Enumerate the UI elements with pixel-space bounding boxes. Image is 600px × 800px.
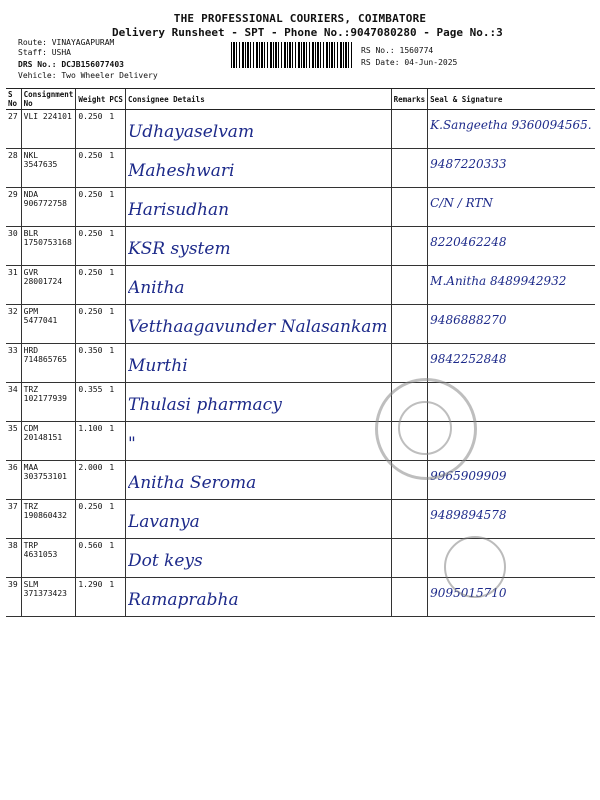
cell-weight-text: 0.250 xyxy=(78,307,103,316)
cell-remarks xyxy=(391,110,428,149)
cell-consignee xyxy=(125,344,391,383)
cell-consignment-no xyxy=(21,188,76,227)
table-row xyxy=(6,266,595,305)
cell-consignment-no-text: TRZ 190860432 xyxy=(23,502,67,520)
cell-sno xyxy=(6,578,21,617)
cell-pcs-text: 1 xyxy=(109,229,115,238)
cell-consignee xyxy=(125,110,391,149)
cell-weight xyxy=(76,422,108,461)
cell-consignment-no xyxy=(21,461,76,500)
table-row xyxy=(6,188,595,227)
cell-sno xyxy=(6,383,21,422)
cell-consignee xyxy=(125,188,391,227)
cell-signature-text: M.Anitha 8489942932 xyxy=(430,274,567,288)
drs-label: DRS No.: DCJB156077403 xyxy=(18,60,124,69)
cell-consignee xyxy=(125,539,391,578)
table-row xyxy=(6,461,595,500)
cell-pcs xyxy=(107,422,125,461)
table-row xyxy=(6,227,595,266)
cell-consignee xyxy=(125,461,391,500)
document-subtitle: Delivery Runsheet - SPT - Phone No.:9047080280 - Page No.:3 xyxy=(112,26,503,39)
cell-consignee xyxy=(125,500,391,539)
cell-signature xyxy=(428,344,595,383)
cell-pcs xyxy=(107,110,125,149)
cell-consignment-no xyxy=(21,110,76,149)
cell-signature xyxy=(428,500,595,539)
rs-number: RS No.: 1560774 xyxy=(361,46,434,55)
cell-pcs-text: 1 xyxy=(109,346,115,355)
table-row xyxy=(6,422,595,461)
cell-consignment-no-text: HRD 714865765 xyxy=(23,346,67,364)
cell-consignee-text: Ramaprabha xyxy=(127,590,239,610)
cell-consignment-no xyxy=(21,578,76,617)
cell-consignee xyxy=(125,422,391,461)
cell-consignee-text: Harisudhan xyxy=(127,200,230,220)
runsheet-table xyxy=(6,88,595,617)
cell-weight-text: 0.250 xyxy=(78,112,103,121)
cell-weight xyxy=(76,266,108,305)
cell-sno xyxy=(6,344,21,383)
table-row xyxy=(6,500,595,539)
cell-weight xyxy=(76,500,108,539)
cell-pcs-text: 1 xyxy=(109,190,115,199)
cell-pcs xyxy=(107,578,125,617)
cell-signature xyxy=(428,266,595,305)
cell-signature xyxy=(428,110,595,149)
cell-remarks xyxy=(391,188,428,227)
cell-signature-text: 9486888270 xyxy=(430,313,507,327)
cell-weight-text: 0.355 xyxy=(78,385,103,394)
table-row xyxy=(6,305,595,344)
cell-consignee xyxy=(125,227,391,266)
cell-weight xyxy=(76,305,108,344)
cell-sno-text: 32 xyxy=(8,307,18,316)
cell-consignment-no-text: GVR 28001724 xyxy=(23,268,63,286)
cell-pcs xyxy=(107,383,125,422)
cell-pcs-text: 1 xyxy=(109,385,115,394)
col-consignee: Consignee Details xyxy=(125,89,391,110)
cell-weight xyxy=(76,539,108,578)
table-header-row xyxy=(6,89,595,110)
cell-weight-text: 0.350 xyxy=(78,346,103,355)
cell-sno xyxy=(6,110,21,149)
cell-weight-text: 0.250 xyxy=(78,151,103,160)
cell-weight-text: 1.290 xyxy=(78,580,103,589)
cell-weight xyxy=(76,227,108,266)
cell-signature-text: 8220462248 xyxy=(430,235,507,249)
cell-sno xyxy=(6,227,21,266)
cell-signature xyxy=(428,227,595,266)
cell-remarks xyxy=(391,539,428,578)
cell-consignee-text: Udhayaselvam xyxy=(127,122,255,142)
cell-sno-text: 28 xyxy=(8,151,18,160)
cell-weight-text: 0.250 xyxy=(78,190,103,199)
cell-consignee-text: Maheshwari xyxy=(127,161,235,181)
cell-sno xyxy=(6,539,21,578)
seal-stamp xyxy=(375,378,477,480)
cell-sno-text: 27 xyxy=(8,112,18,121)
cell-sno xyxy=(6,461,21,500)
cell-consignee-text: Murthi xyxy=(127,356,188,376)
cell-consignment-no-text: TRP 4631053 xyxy=(23,541,58,559)
cell-weight xyxy=(76,461,108,500)
cell-pcs-text: 1 xyxy=(109,268,115,277)
rs-date: RS Date: 04-Jun-2025 xyxy=(361,58,458,67)
cell-consignment-no xyxy=(21,383,76,422)
cell-consignee-text: Lavanya xyxy=(127,512,200,532)
cell-pcs xyxy=(107,461,125,500)
cell-sno-text: 37 xyxy=(8,502,18,511)
cell-consignee xyxy=(125,383,391,422)
cell-pcs xyxy=(107,227,125,266)
cell-pcs xyxy=(107,149,125,188)
cell-weight-text: 0.560 xyxy=(78,541,103,550)
cell-weight xyxy=(76,149,108,188)
cell-pcs-text: 1 xyxy=(109,112,115,121)
cell-consignment-no xyxy=(21,539,76,578)
cell-pcs xyxy=(107,500,125,539)
cell-remarks xyxy=(391,305,428,344)
cell-remarks xyxy=(391,578,428,617)
cell-signature-text: 9095015710 xyxy=(430,586,507,600)
cell-sno-text: 35 xyxy=(8,424,18,433)
cell-pcs-text: 1 xyxy=(109,463,115,472)
cell-weight xyxy=(76,344,108,383)
cell-consignee xyxy=(125,266,391,305)
cell-pcs-text: 1 xyxy=(109,580,115,589)
cell-pcs-text: 1 xyxy=(109,541,115,550)
cell-sno-text: 34 xyxy=(8,385,18,394)
cell-sno xyxy=(6,305,21,344)
cell-consignment-no xyxy=(21,266,76,305)
cell-consignment-no-text: BLR 1750753168 xyxy=(23,229,72,247)
col-weight: Weight xyxy=(76,89,108,110)
col-pcs: PCS xyxy=(107,89,125,110)
cell-signature-text: 9487220333 xyxy=(430,157,507,171)
table-row xyxy=(6,539,595,578)
cell-pcs-text: 1 xyxy=(109,151,115,160)
cell-sno xyxy=(6,422,21,461)
cell-consignee-text: Dot keys xyxy=(127,551,203,571)
cell-consignment-no-text: NKL 3547635 xyxy=(23,151,58,169)
cell-signature-text: 9842252848 xyxy=(430,352,507,366)
cell-consignment-no-text: SLM 371373423 xyxy=(23,580,67,598)
cell-consignment-no xyxy=(21,500,76,539)
route-label: Route: VINAYAGAPURAM xyxy=(18,38,115,47)
cell-remarks xyxy=(391,227,428,266)
cell-pcs-text: 1 xyxy=(109,502,115,511)
cell-remarks xyxy=(391,149,428,188)
cell-weight xyxy=(76,188,108,227)
table-row xyxy=(6,149,595,188)
vehicle-label: Vehicle: Two Wheeler Delivery xyxy=(18,71,158,80)
cell-signature xyxy=(428,149,595,188)
cell-sno-text: 30 xyxy=(8,229,18,238)
cell-pcs-text: 1 xyxy=(109,424,115,433)
cell-consignment-no-text: VLI 224101 xyxy=(23,112,72,121)
cell-sno xyxy=(6,149,21,188)
cell-pcs xyxy=(107,305,125,344)
cell-signature-text: K.Sangeetha 9360094565. xyxy=(430,118,592,132)
cell-consignment-no-text: GPM 5477041 xyxy=(23,307,58,325)
seal-stamp-inner xyxy=(398,401,452,455)
cell-consignee xyxy=(125,149,391,188)
cell-signature xyxy=(428,305,595,344)
cell-pcs xyxy=(107,539,125,578)
barcode-image xyxy=(231,42,354,68)
seal-stamp-small xyxy=(444,536,506,598)
cell-sno-text: 38 xyxy=(8,541,18,550)
cell-signature-text: 9965909909 xyxy=(430,469,507,483)
cell-consignee-text: " xyxy=(127,434,136,454)
cell-remarks xyxy=(391,344,428,383)
cell-sno-text: 36 xyxy=(8,463,18,472)
cell-consignment-no xyxy=(21,344,76,383)
cell-signature-text: C/N / RTN xyxy=(430,196,493,210)
cell-pcs xyxy=(107,266,125,305)
cell-consignment-no-text: CDM 20148151 xyxy=(23,424,63,442)
cell-consignee-text: Thulasi pharmacy xyxy=(127,395,282,415)
cell-weight xyxy=(76,578,108,617)
cell-consignment-no xyxy=(21,227,76,266)
table-row xyxy=(6,344,595,383)
cell-pcs xyxy=(107,344,125,383)
col-consignment: Consignment No xyxy=(21,89,76,110)
table-row xyxy=(6,383,595,422)
cell-pcs xyxy=(107,188,125,227)
cell-remarks xyxy=(391,500,428,539)
cell-consignee xyxy=(125,578,391,617)
table-row xyxy=(6,578,595,617)
cell-consignee-text: KSR system xyxy=(127,239,231,259)
cell-consignee-text: Vetthaagavunder Nalasankam xyxy=(127,317,388,337)
cell-consignee xyxy=(125,305,391,344)
col-remarks: Remarks xyxy=(391,89,428,110)
table-row xyxy=(6,110,595,149)
cell-sno xyxy=(6,500,21,539)
col-signature: Seal & Signature xyxy=(428,89,595,110)
cell-sno xyxy=(6,266,21,305)
cell-weight xyxy=(76,110,108,149)
cell-signature-text: 9489894578 xyxy=(430,508,507,522)
cell-sno-text: 29 xyxy=(8,190,18,199)
cell-weight xyxy=(76,383,108,422)
cell-consignment-no xyxy=(21,149,76,188)
cell-weight-text: 1.100 xyxy=(78,424,103,433)
cell-consignee-text: Anitha Seroma xyxy=(127,473,257,493)
cell-consignment-no xyxy=(21,422,76,461)
cell-pcs-text: 1 xyxy=(109,307,115,316)
cell-remarks xyxy=(391,266,428,305)
cell-consignee-text: Anitha xyxy=(127,278,185,298)
cell-sno-text: 33 xyxy=(8,346,18,355)
cell-signature xyxy=(428,188,595,227)
cell-weight-text: 0.250 xyxy=(78,268,103,277)
cell-consignment-no xyxy=(21,305,76,344)
cell-sno-text: 39 xyxy=(8,580,18,589)
staff-label: Staff: USHA xyxy=(18,48,71,57)
cell-consignment-no-text: NDA 906772758 xyxy=(23,190,67,208)
cell-sno-text: 31 xyxy=(8,268,18,277)
cell-weight-text: 0.250 xyxy=(78,502,103,511)
col-sno: S No xyxy=(6,89,21,110)
cell-weight-text: 0.250 xyxy=(78,229,103,238)
cell-consignment-no-text: MAA 303753101 xyxy=(23,463,67,481)
cell-sno xyxy=(6,188,21,227)
cell-weight-text: 2.000 xyxy=(78,463,103,472)
cell-consignment-no-text: TRZ 102177939 xyxy=(23,385,67,403)
document-title: THE PROFESSIONAL COURIERS, COIMBATORE xyxy=(173,12,427,25)
